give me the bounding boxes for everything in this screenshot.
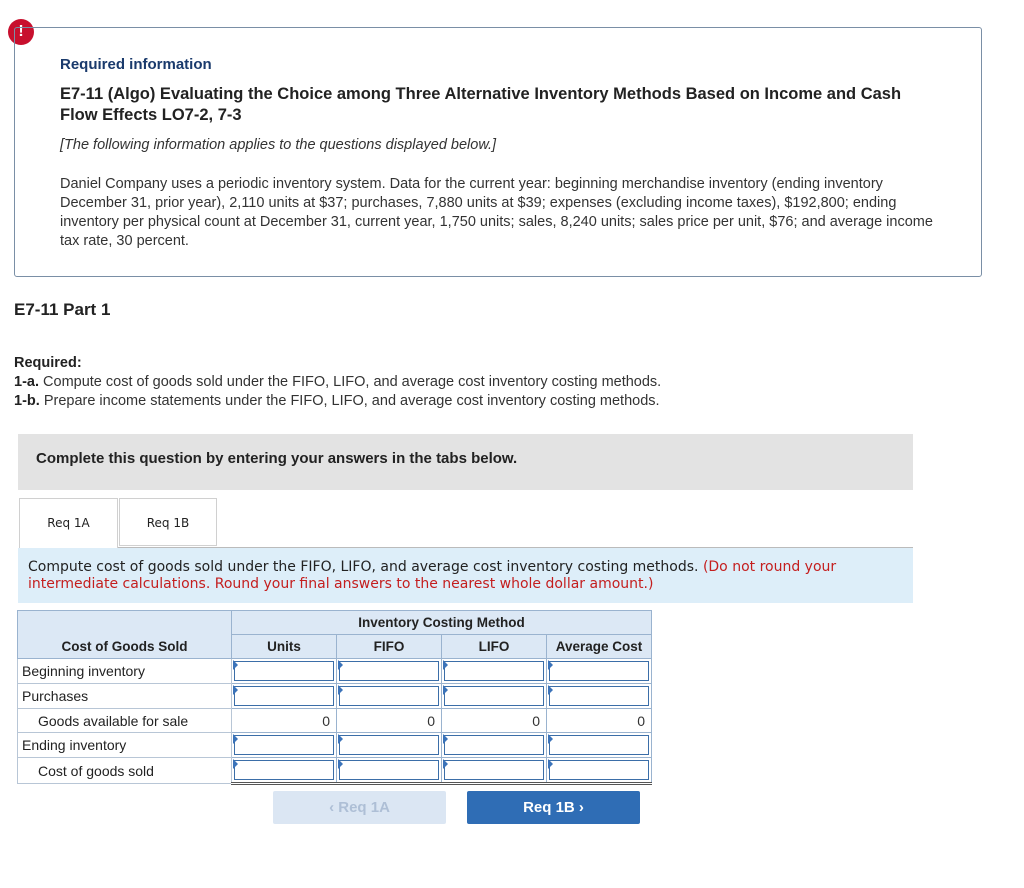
cogs-fifo-input[interactable] — [339, 760, 439, 780]
input-cell[interactable] — [232, 758, 337, 784]
table-row — [18, 758, 652, 784]
prev-button-label: Req 1A — [338, 799, 390, 816]
requirement-key: 1-b. — [14, 393, 40, 409]
cost-of-goods-sold-table — [17, 610, 652, 785]
beginning-average-input[interactable] — [549, 661, 649, 681]
instruction-hint: (Do not round your intermediate calculations. Round your final answers to the nearest whole dollar amount.) — [28, 559, 837, 592]
header-blank — [18, 611, 232, 635]
group-header: Inventory Costing Method — [232, 611, 652, 635]
required-label: Required: — [14, 355, 82, 371]
row-label: Beginning inventory — [18, 659, 232, 684]
input-cell[interactable] — [337, 684, 442, 709]
row-label: Cost of goods sold — [18, 758, 232, 784]
required-information-box — [14, 27, 982, 277]
computed-value: 0 — [232, 709, 337, 733]
input-cell[interactable] — [547, 758, 652, 784]
cogs-units-input[interactable] — [234, 760, 334, 780]
computed-value: 0 — [337, 709, 442, 733]
tab-req-1a[interactable]: Req 1A — [19, 498, 118, 548]
requirement-1a — [14, 374, 661, 390]
purchases-average-input[interactable] — [549, 686, 649, 706]
input-cell[interactable] — [232, 684, 337, 709]
computed-value: 0 — [442, 709, 547, 733]
next-button-label: Req 1B — [523, 799, 575, 816]
row-label: Ending inventory — [18, 733, 232, 758]
computed-value: 0 — [547, 709, 652, 733]
info-title: Required information — [60, 56, 212, 73]
row-label: Goods available for sale — [18, 709, 232, 733]
tab-req-1b[interactable]: Req 1B — [119, 498, 217, 546]
input-cell[interactable] — [547, 684, 652, 709]
ending-units-input[interactable] — [234, 735, 334, 755]
column-header: FIFO — [337, 635, 442, 659]
ending-lifo-input[interactable] — [444, 735, 544, 755]
input-cell[interactable] — [337, 758, 442, 784]
chevron-left-icon: ‹ — [329, 799, 335, 816]
requirement-text: Prepare income statements under the FIFO, LIFO, and average cost inventory costing methods. — [43, 393, 660, 409]
row-label: Purchases — [18, 684, 232, 709]
column-header: Cost of Goods Sold — [18, 635, 232, 659]
input-cell[interactable] — [442, 733, 547, 758]
ending-average-input[interactable] — [549, 735, 649, 755]
table-row — [18, 684, 652, 709]
beginning-units-input[interactable] — [234, 661, 334, 681]
input-cell[interactable] — [337, 659, 442, 684]
tab-instruction — [18, 548, 913, 603]
cogs-average-input[interactable] — [549, 760, 649, 780]
table-row — [18, 709, 652, 733]
chevron-right-icon: › — [578, 799, 584, 816]
alert-icon: ! — [8, 19, 34, 45]
input-cell[interactable] — [232, 733, 337, 758]
input-cell[interactable] — [547, 733, 652, 758]
purchases-lifo-input[interactable] — [444, 686, 544, 706]
requirement-1b — [14, 393, 660, 409]
input-cell[interactable] — [337, 733, 442, 758]
column-header: Units — [232, 635, 337, 659]
purchases-fifo-input[interactable] — [339, 686, 439, 706]
beginning-lifo-input[interactable] — [444, 661, 544, 681]
part-title: E7-11 Part 1 — [14, 300, 111, 319]
problem-heading: E7-11 (Algo) Evaluating the Choice among Three Alternative Inventory Methods Based on Income and Cash Flow Effects LO7-2, 7-3 — [60, 85, 902, 124]
table-row — [18, 733, 652, 758]
instructions-banner — [18, 434, 913, 490]
input-cell[interactable] — [442, 758, 547, 784]
requirement-text: Compute cost of goods sold under the FIFO, LIFO, and average cost inventory costing methods. — [43, 374, 662, 390]
input-cell[interactable] — [547, 659, 652, 684]
info-note: [The following information applies to the questions displayed below.] — [60, 137, 497, 153]
input-cell[interactable] — [442, 659, 547, 684]
requirement-key: 1-a. — [14, 374, 39, 390]
input-cell[interactable] — [442, 684, 547, 709]
banner-text: Complete this question by entering your answers in the tabs below. — [36, 450, 518, 467]
table-row — [18, 659, 652, 684]
cogs-lifo-input[interactable] — [444, 760, 544, 780]
beginning-fifo-input[interactable] — [339, 661, 439, 681]
column-header: LIFO — [442, 635, 547, 659]
purchases-units-input[interactable] — [234, 686, 334, 706]
column-header: Average Cost — [547, 635, 652, 659]
input-cell[interactable] — [232, 659, 337, 684]
instruction-text: Compute cost of goods sold under the FIFO, LIFO, and average cost inventory costing methods. — [28, 559, 699, 575]
next-button[interactable] — [467, 791, 640, 824]
problem-description: Daniel Company uses a periodic inventory system. Data for the current year: beginning merchandise inventory (ending inventory December 31, prior year), 2,110 units at $37; purchases, 7,880 units at $39; expenses (excluding income taxes), $192,800; ending inventory per physical count at December 31, current year, 1,750 units; sales, 8,240 units; sales price per unit, $76; and average income tax rate, 30 percent. — [60, 176, 933, 249]
prev-button[interactable] — [273, 791, 446, 824]
ending-fifo-input[interactable] — [339, 735, 439, 755]
